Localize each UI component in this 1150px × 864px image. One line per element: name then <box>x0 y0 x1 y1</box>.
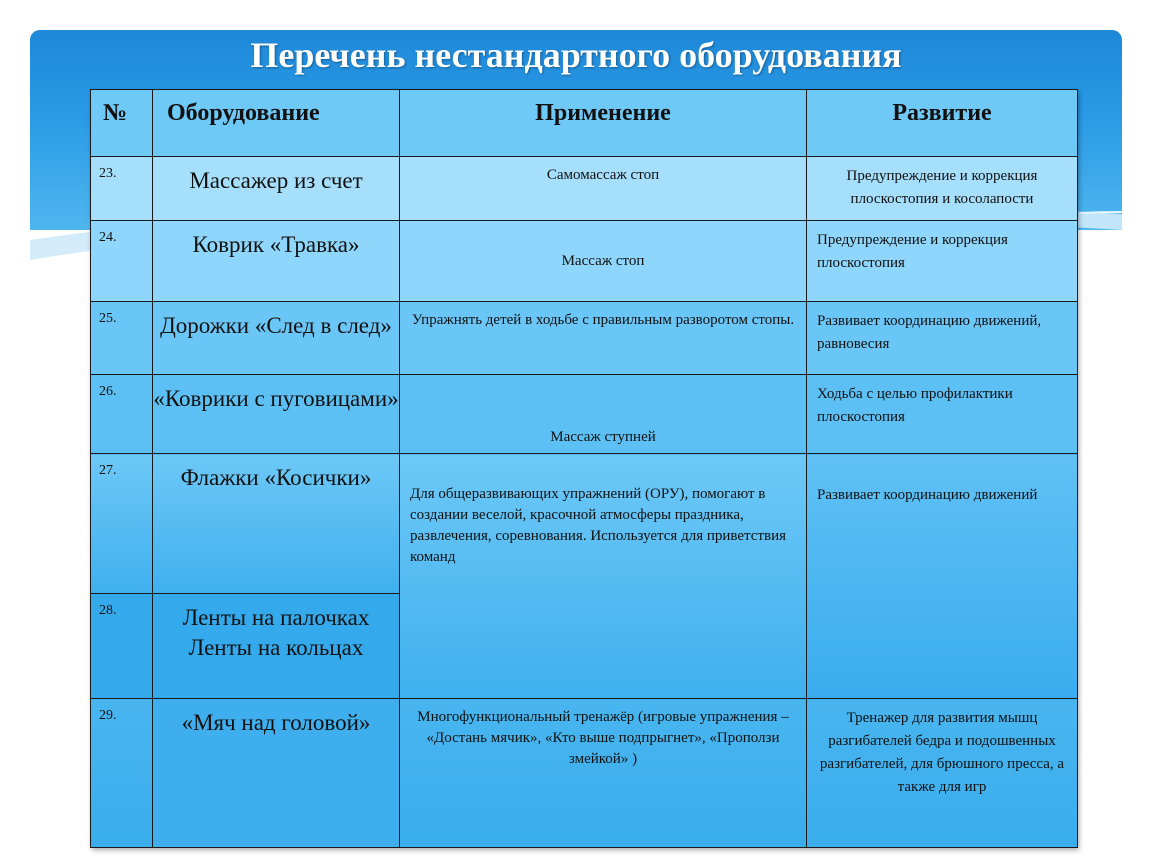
header-number: № <box>91 90 153 157</box>
row-development: Развивает координацию движений <box>807 454 1078 699</box>
row-use: Для общеразвивающих упражнений (ОРУ), помогают в создании веселой, красочной атмосферы праздника, развлечения, соревнования. Используется для приветствия команд <box>400 454 807 699</box>
row-equipment: «Мяч над головой» <box>153 699 400 848</box>
header-development: Развитие <box>807 90 1078 157</box>
table-row <box>91 454 1078 594</box>
header-use: Применение <box>400 90 807 157</box>
row-development: Предупреждение и коррекция плоскостопия и косолапости <box>807 157 1078 221</box>
table-row <box>91 221 1078 302</box>
row-number: 23. <box>91 157 153 221</box>
row-use: Упражнять детей в ходьбе с правильным разворотом стопы. <box>400 302 807 375</box>
row-development: Развивает координацию движений, равновесия <box>807 302 1078 375</box>
table-row <box>91 302 1078 375</box>
table-row <box>91 157 1078 221</box>
row-equipment: Флажки «Косички» <box>153 454 400 594</box>
row-development: Ходьба с целью профилактики плоскостопия <box>807 375 1078 454</box>
header-equipment: Оборудование <box>153 90 400 157</box>
row-development: Предупреждение и коррекция плоскостопия <box>807 221 1078 302</box>
table-row <box>91 375 1078 454</box>
row-number: 28. <box>91 594 153 699</box>
row-equipment: Дорожки «След в след» <box>153 302 400 375</box>
row-use: Массаж стоп <box>400 221 807 302</box>
row-number: 24. <box>91 221 153 302</box>
row-use: Многофункциональный тренажёр (игровые упражнения – «Достань мячик», «Кто выше подпрыгнет», «Проползи змейкой» ) <box>400 699 807 848</box>
row-development: Тренажер для развития мышц разгибателей бедра и подошвенных разгибателей, для брюшного пресса, а также для игр <box>807 699 1078 848</box>
row-equipment: «Коврики с пуговицами» <box>153 375 400 454</box>
slide-title: Перечень нестандартного оборудования <box>250 35 902 75</box>
row-number: 27. <box>91 454 153 594</box>
row-number: 25. <box>91 302 153 375</box>
row-number: 26. <box>91 375 153 454</box>
row-equipment: Ленты на палочках Ленты на кольцах <box>153 594 400 699</box>
row-use: Самомассаж стоп <box>400 157 807 221</box>
row-equipment: Коврик «Травка» <box>153 221 400 302</box>
row-use: Массаж ступней <box>400 375 807 454</box>
equipment-table-container <box>90 89 1077 847</box>
equipment-table <box>90 89 1078 848</box>
row-equipment: Массажер из счет <box>153 157 400 221</box>
row-number: 29. <box>91 699 153 848</box>
table-row <box>91 699 1078 848</box>
table-header-row <box>91 90 1078 157</box>
